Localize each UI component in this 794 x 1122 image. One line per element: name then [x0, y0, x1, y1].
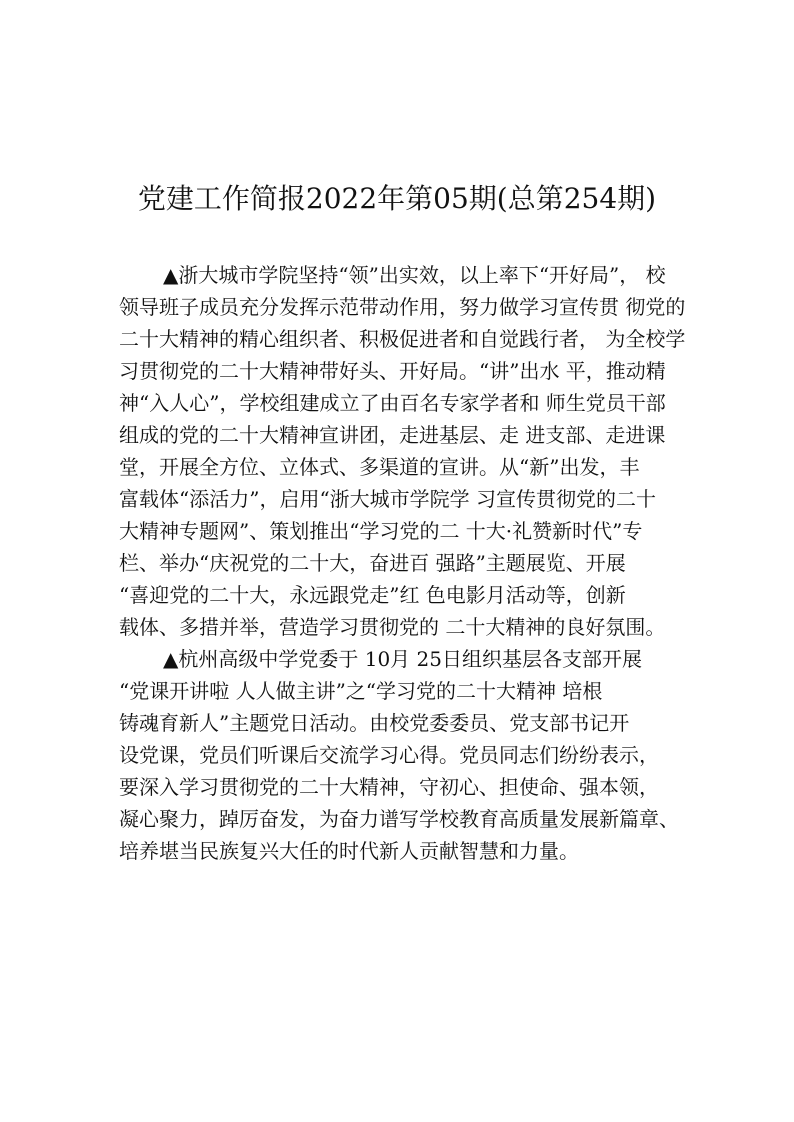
- body-line: “喜迎党的二十大，永远跟党走”红 色电影月活动等，创新: [119, 583, 626, 607]
- body-line: 组成的党的二十大精神宣讲团，走进基层、走 进支部、走进课: [119, 423, 666, 447]
- body-line: 神“入人心”，学校组建成立了由百名专家学者和 师生党员干部: [119, 391, 666, 415]
- body-line: “党课开讲啦 人人做主讲”之“学习党的二十大精神 培根: [119, 679, 603, 703]
- body-line: 大精神专题网”、策划推出“学习党的二 十大·礼赞新时代”专: [119, 519, 643, 543]
- body-line: 领导班子成员充分发挥示范带动作用，努力做学习宣传贯 彻党的: [119, 295, 686, 319]
- body-line: ▲杭州高级中学党委于 10月 25日组织基层各支部开展: [163, 647, 642, 671]
- body-line: ▲浙大城市学院坚持“领”出实效，以上率下“开好局”， 校: [163, 263, 666, 287]
- body-line: 堂，开展全方位、立体式、多渠道的宣讲。从“新”出发，丰: [119, 455, 640, 479]
- body-line: 要深入学习贯彻党的二十大精神，守初心、担使命、强本领，: [119, 775, 659, 799]
- body-line: 培养堪当民族复兴大任的时代新人贡献智慧和力量。: [119, 839, 579, 863]
- body-line: 载体、多措并举，营造学习贯彻党的 二十大精神的良好氛围。: [119, 615, 666, 639]
- body-line: 凝心聚力，踔厉奋发，为奋力谱写学校教育高质量发展新篇章、: [119, 807, 679, 831]
- body-line: 富载体“添活力”，启用“浙大城市学院学 习宣传贯彻党的二十: [119, 487, 657, 511]
- body-line: 铸魂育新人”主题党日活动。由校党委委员、党支部书记开: [119, 711, 630, 735]
- document-body: [119, 259, 709, 867]
- body-line: 栏、举办“庆祝党的二十大，奋进百 强路”主题展览、开展: [119, 551, 626, 575]
- document-title: 党建工作简报2022年第05期(总第254期): [137, 181, 657, 215]
- body-line: 设党课，党员们听课后交流学习心得。党员同志们纷纷表示，: [119, 743, 659, 767]
- body-line: 习贯彻党的二十大精神带好头、开好局。“讲”出水 平，推动精: [119, 359, 666, 383]
- body-line: 二十大精神的精心组织者、积极促进者和自觉践行者， 为全校学: [119, 327, 686, 351]
